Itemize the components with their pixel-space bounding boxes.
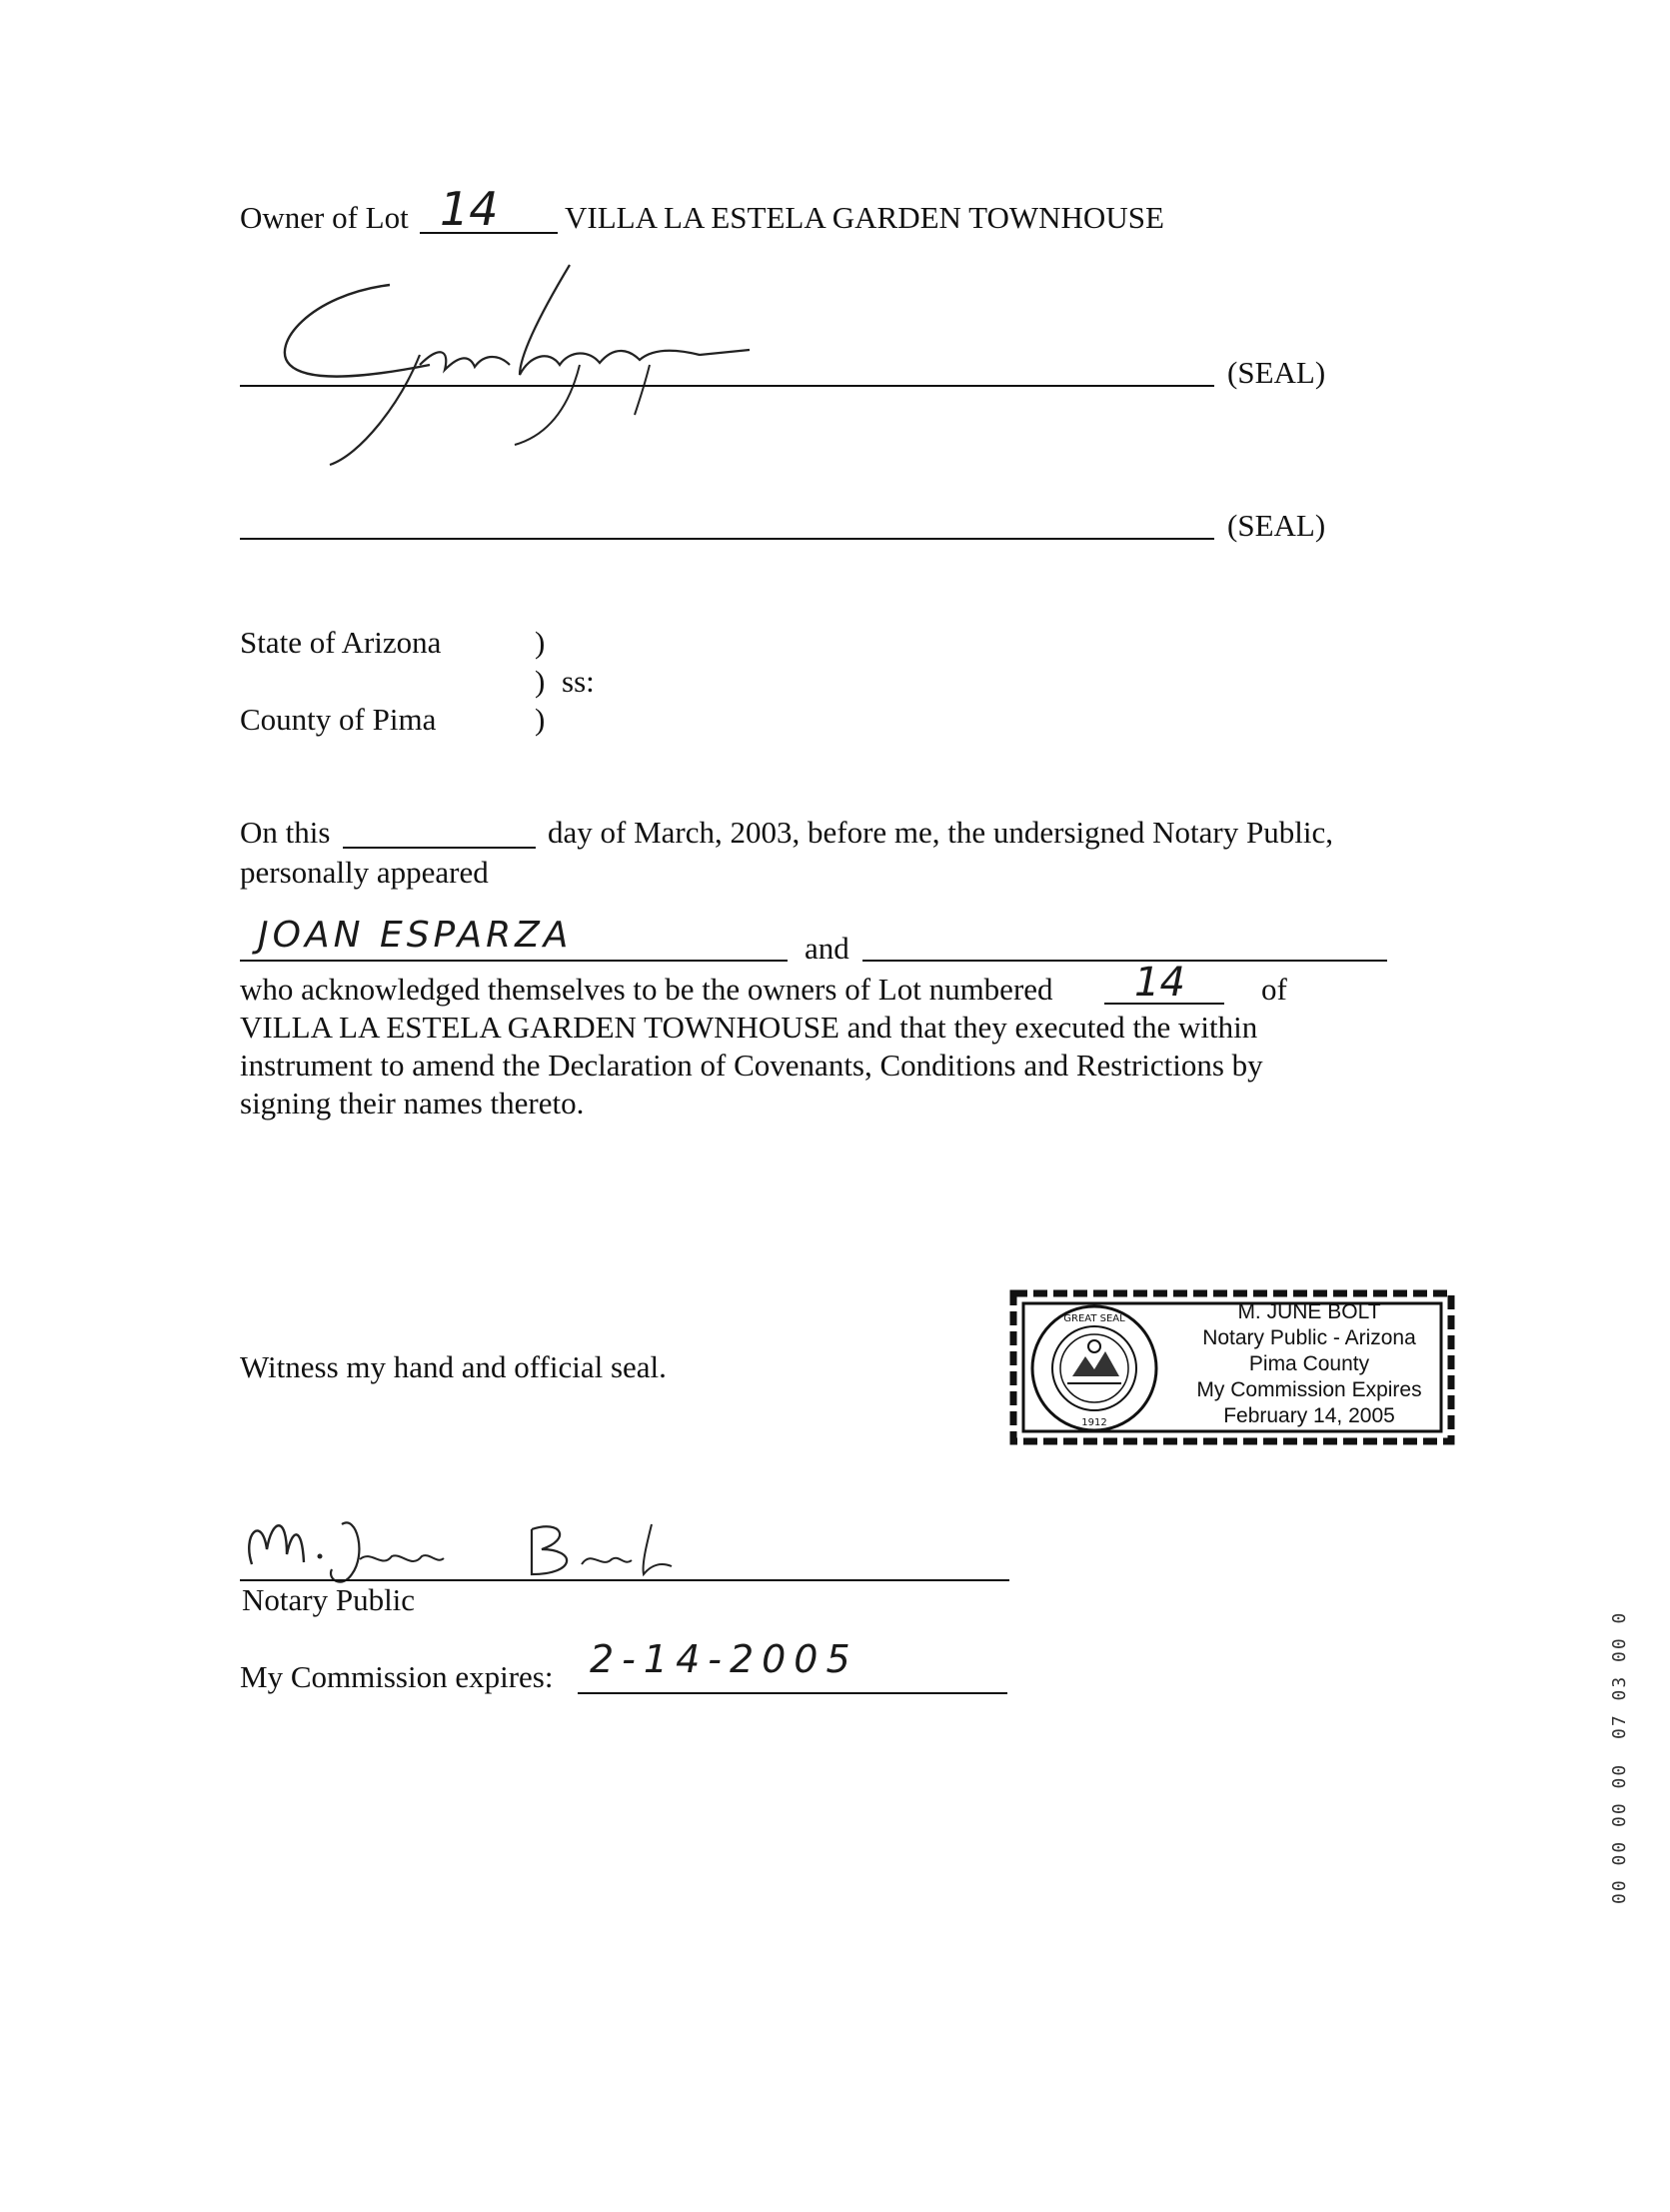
stamp-commission-label: My Commission Expires	[1196, 1378, 1422, 1401]
ack-lot-number-handwritten: 14	[1134, 960, 1185, 1006]
commission-date-handwritten: 2-14-2005	[590, 1637, 858, 1681]
owner-of-lot-label: Owner of Lot	[240, 200, 409, 235]
appeared-name-line	[240, 960, 788, 962]
stamp-notary-title: Notary Public - Arizona	[1202, 1326, 1416, 1349]
ack-line-1-prefix: who acknowledged themselves to be the owners of Lot numbered	[240, 972, 1053, 1007]
notary-signature-line	[240, 1579, 1009, 1581]
subdivision-name: VILLA LA ESTELA GARDEN TOWNHOUSE	[565, 200, 1164, 235]
seal-label-1: (SEAL)	[1227, 355, 1326, 390]
venue-paren-1: )	[535, 625, 546, 660]
stamp-county: Pima County	[1248, 1352, 1370, 1375]
notary-public-label: Notary Public	[242, 1582, 416, 1617]
ack-line-3: instrument to amend the Declaration of Covenants, Conditions and Restrictions by	[240, 1048, 1263, 1083]
ss-label: ss:	[562, 664, 595, 699]
svg-text:1912: 1912	[1081, 1417, 1107, 1428]
side-recording-mark-1: 07 03 00 0	[1609, 1610, 1630, 1739]
venue-paren-3: )	[535, 702, 546, 737]
on-this-label: On this	[240, 815, 331, 850]
side-recording-mark-2: 00 00 00 00	[1609, 1762, 1630, 1904]
stamp-notary-name: M. JUNE BOLT	[1237, 1300, 1381, 1323]
stamp-commission-date: February 14, 2005	[1223, 1404, 1395, 1427]
and-label: and	[805, 931, 849, 966]
owner-signature-line-1	[240, 385, 1214, 387]
owner-signature	[270, 255, 790, 475]
lot-number-handwritten: 14	[440, 182, 499, 236]
commission-date-line	[578, 1692, 1007, 1694]
svg-text:GREAT SEAL: GREAT SEAL	[1063, 1313, 1125, 1324]
county-label: County of Pima	[240, 702, 437, 737]
state-label: State of Arizona	[240, 625, 442, 660]
ack-line-4: signing their names thereto.	[240, 1086, 585, 1120]
day-blank-line	[343, 847, 536, 849]
stamp-text-block	[1164, 1299, 1454, 1429]
seal-label-2: (SEAL)	[1227, 508, 1326, 543]
notary-stamp	[1009, 1287, 1455, 1447]
appeared-name-handwritten: JOAN ESPARZA	[258, 915, 573, 956]
ack-line-1-suffix: of	[1261, 972, 1287, 1007]
commission-expires-label: My Commission expires:	[240, 1659, 554, 1694]
day-of-text: day of March, 2003, before me, the undersigned Notary Public,	[548, 815, 1333, 850]
second-name-line	[862, 960, 1387, 962]
arizona-state-seal	[1027, 1301, 1161, 1435]
personally-appeared-text: personally appeared	[240, 855, 489, 890]
witness-text: Witness my hand and official seal.	[240, 1349, 667, 1384]
venue-paren-2: )	[535, 664, 546, 699]
owner-signature-line-2	[240, 538, 1214, 540]
ack-line-2: VILLA LA ESTELA GARDEN TOWNHOUSE and that they executed the within	[240, 1010, 1258, 1045]
